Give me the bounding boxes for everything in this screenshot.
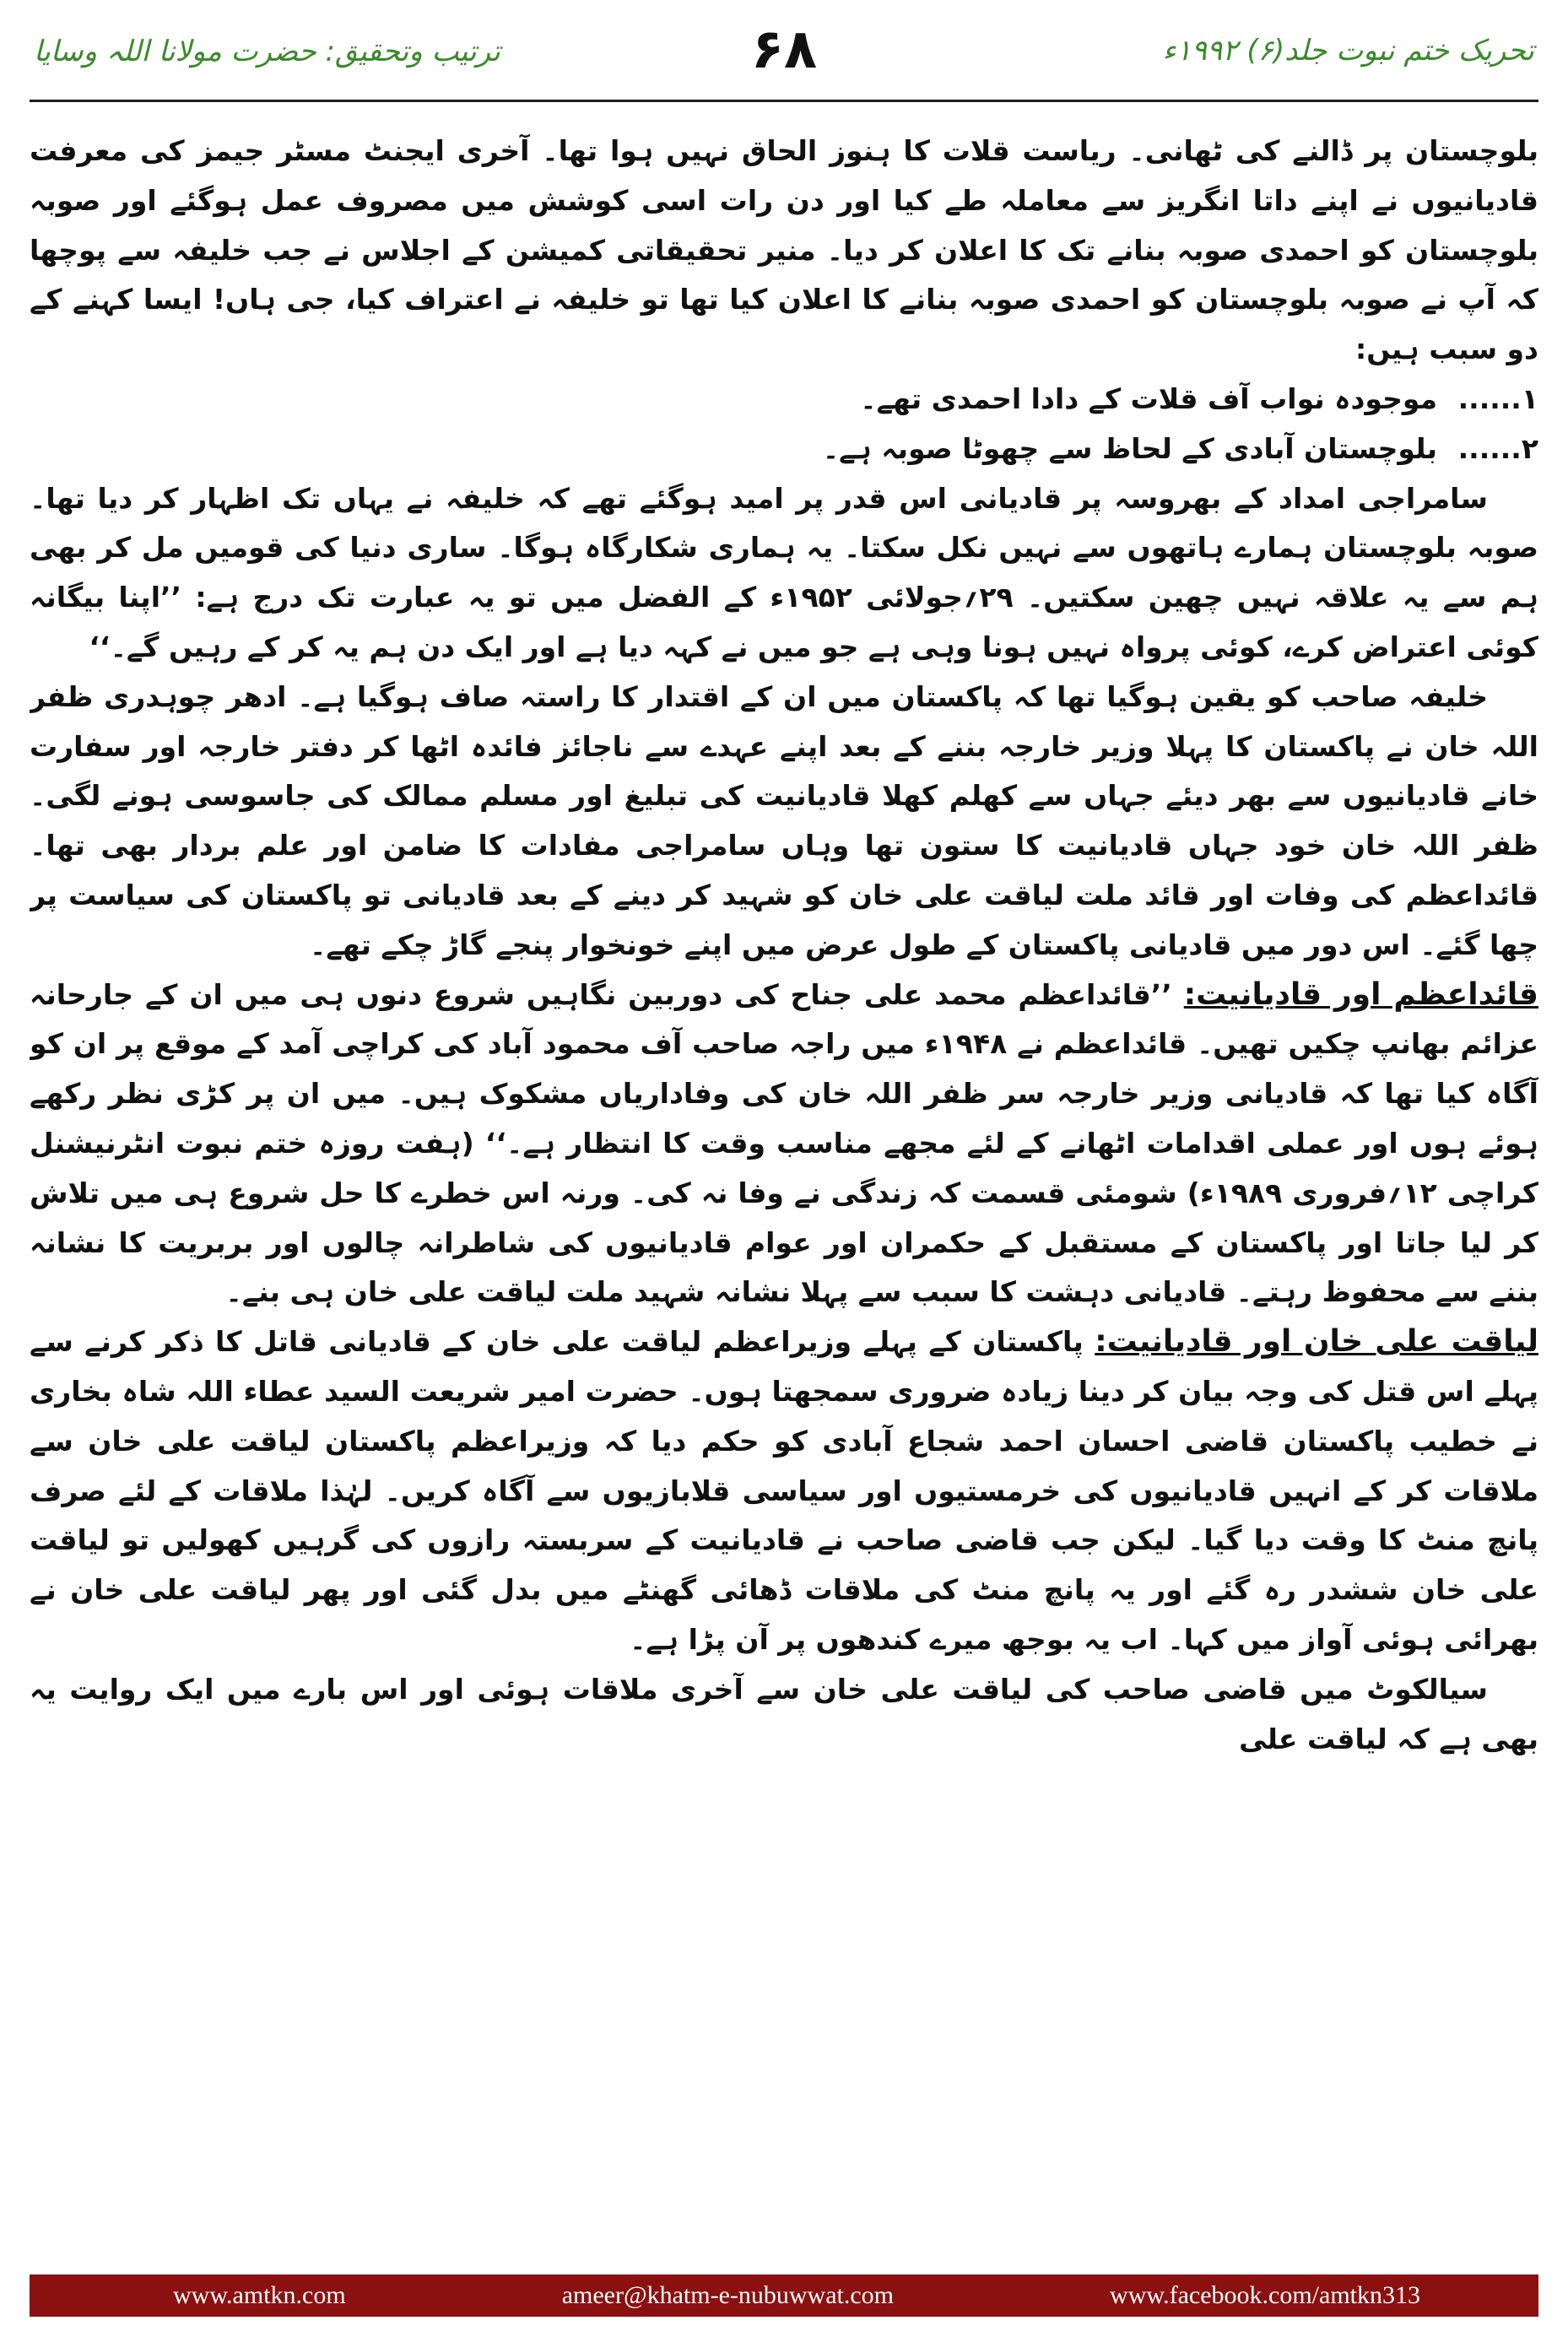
paragraph-3: خلیفہ صاحب کو یقین ہوگیا تھا کہ پاکستان میں ان کے اقتدار کا راستہ صاف ہوگیا ہے۔ ادھر چوہدری ظفر اللہ خان نے پاکستان کا پہلا وزیر خارجہ بننے کے بعد اپنے عہدے سے ناجائز فائدہ اٹھا کر دفتر خارجہ اور سفارت خانے قادیانیوں سے بھر دیئے جہاں سے کھلم کھلا قادیانیت کی تبلیغ اور مسلم ممالک کی جاسوسی ہونے لگی۔ ظفر اللہ خان خود جہاں قادیانیت کا ستون تھا وہاں سامراجی مفادات کا ضامن اور علم بردار بھی تھا۔ قائداعظم کی وفات اور قائد ملت لیاقت علی خان کو شہید کر دینے کے بعد قادیانی تو پاکستان کی سیاست پر چھا گئے۔ اس دور میں قادیانی پاکستان کے طول عرض میں اپنے خونخوار پنجے گاڑ چکے تھے۔ <box>30 679 1538 961</box>
section-heading-liaquat: لیاقت علی خان اور قادیانیت: <box>1095 1324 1538 1360</box>
header-divider <box>30 100 1538 102</box>
series-title: تحریک ختم نبوت جلد(۶) ۱۹۹۲ء <box>1162 34 1534 68</box>
section-quaid-e-azam <box>30 971 1538 1318</box>
paragraph-6: سیالکوٹ میں قاضی صاحب کی لیاقت علی خان سے آخری ملاقات ہوئی اور اس بارے میں ایک روایت یہ بھی ہے کہ لیاقت علی <box>30 1672 1538 1755</box>
list-number: ۱...... <box>1457 381 1538 415</box>
website-link[interactable]: www.amtkn.com <box>173 2281 346 2309</box>
article-body <box>30 127 1538 2211</box>
paragraph-2: سامراجی امداد کے بھروسہ پر قادیانی اس قدر پر امید ہوگئے تھے کہ خلیفہ نے یہاں تک اظہار کر دیا تھا۔ صوبہ بلوچستان ہمارے ہاتھوں سے نہیں نکل سکتا۔ یہ ہماری شکارگاہ ہوگا۔ ساری دنیا کی قومیں مل کر بھی ہم سے یہ علاقہ نہیں چھین سکتیں۔ ۲۹؍جولائی ۱۹۵۲ء کے الفضل میں تو یہ عبارت تک درج ہے: ’’اپنا بیگانہ کوئی اعتراض کرے، کوئی پرواہ نہیں ہونا وہی ہے جو میں نے کہہ دیا ہے اور ایک دن ہم یہ کر کے رہیں گے۔‘‘ <box>30 481 1538 663</box>
list-text: موجودہ نواب آف قلات کے دادا احمدی تھے۔ <box>860 381 1437 415</box>
compiler-credit: ترتیب وتحقیق: حضرت مولانا اللہ وسایا <box>34 35 500 68</box>
list-item <box>30 425 1538 474</box>
section-liaquat-ali-khan <box>30 1317 1538 1665</box>
paragraph-1: بلوچستان پر ڈالنے کی ٹھانی۔ ریاست قلات کا ہنوز الحاق نہیں ہوا تھا۔ آخری ایجنٹ مسٹر جیمز کی معرفت قادیانیوں نے اپنے داتا انگریز سے معاملہ طے کیا اور دن رات اسی کوشش میں مصروف عمل ہوگئے اور صوبہ بلوچستان کو احمدی صوبہ بنانے تک کا اعلان کر دیا۔ منیر تحقیقاتی کمیشن کے اجلاس نے جب خلیفہ سے پوچھا کہ آپ نے صوبہ بلوچستان کو احمدی صوبہ بنانے کا اعلان کیا تھا تو خلیفہ نے اعتراف کیا، جی ہاں! ایسا کہنے کے دو سبب ہیں: <box>30 134 1538 366</box>
paragraph-5: پاکستان کے پہلے وزیراعظم لیاقت علی خان کے قادیانی قاتل کا ذکر کرنے سے پہلے اس قتل کی وجہ بیان کر دینا زیادہ ضروری سمجھتا ہوں۔ حضرت امیر شریعت السید عطاء اللہ شاہ بخاری نے خطیب پاکستان قاضی احسان احمد شجاع آبادی کو حکم دیا کہ وزیراعظم پاکستان لیاقت علی خان سے ملاقات کر کے انہیں قادیانیوں کی خرمستیوں اور سیاسی قلابازیوں سے آگاہ کریں۔ لہٰذا ملاقات کے لئے صرف پانچ منٹ کا وقت دیا گیا۔ لیکن جب قاضی صاحب نے قادیانیت کے سربستہ رازوں کی گرہیں کھولیں تو لیاقت علی خان ششدر رہ گئے اور یہ پانچ منٹ کی ملاقات ڈھائی گھنٹے میں بدل گئی اور پھر لیاقت علی خان نے بھرائی ہوئی آواز میں کہا۔ اب یہ بوجھ میرے کندھوں پر آن پڑا ہے۔ <box>30 1325 1538 1656</box>
paragraph-4: ’’قائداعظم محمد علی جناح کی دوربین نگاہیں شروع دنوں ہی میں ان کے جارحانہ عزائم بھانپ چکیں تھیں۔ قائداعظم نے ۱۹۴۸ء میں راجہ صاحب آف محمود آباد کی کراچی آمد کے موقع پر ان کو آگاہ کیا تھا کہ قادیانی وزیر خارجہ سر ظفر اللہ خان کی وفاداریاں مشکوک ہیں۔ میں ان پر کڑی نظر رکھے ہوئے ہوں اور عملی اقدامات اٹھانے کے لئے مجھے مناسب وقت کا انتظار ہے۔‘‘ (ہفت روزہ ختم نبوت انٹرنیشنل کراچی ۱۲؍فروری ۱۹۸۹ء) شومئی قسمت کہ زندگی نے وفا نہ کی۔ ورنہ اس خطرے کا حل شروع ہی میں تلاش کر لیا جاتا اور پاکستان کے مستقبل کے حکمران اور عوام قادیانیوں کی شاطرانہ چالوں اور بربریت کا نشانہ بننے سے محفوظ رہتے۔ قادیانی دہشت کا سبب سے پہلا نشانہ شہید ملت لیاقت علی خان ہی بنے۔ <box>30 977 1538 1309</box>
facebook-link[interactable]: www.facebook.com/amtkn313 <box>1110 2281 1420 2309</box>
page-number: ۶۸ <box>750 19 818 81</box>
list-item <box>30 375 1538 425</box>
email-link[interactable]: ameer@khatm-e-nubuwwat.com <box>561 2281 895 2309</box>
list-text: بلوچستان آبادی کے لحاظ سے چھوٹا صوبہ ہے۔ <box>822 431 1437 465</box>
list-number: ۲...... <box>1457 431 1538 465</box>
page-footer <box>30 2274 1538 2317</box>
page-header <box>34 19 1534 86</box>
section-heading-quaid: قائداعظم اور قادیانیت: <box>1183 976 1538 1012</box>
